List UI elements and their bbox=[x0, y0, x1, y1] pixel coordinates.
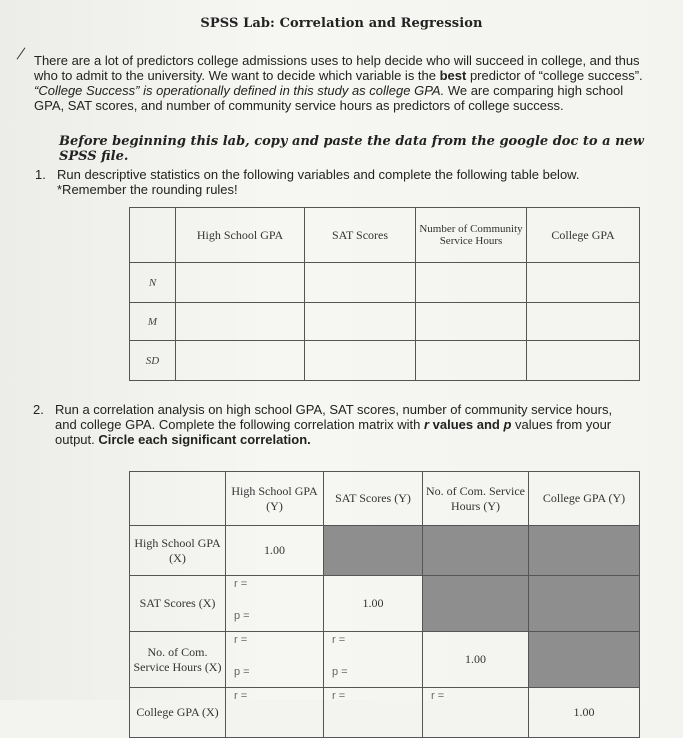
question-1-number: 1. bbox=[35, 167, 46, 182]
question-2-number: 2. bbox=[33, 402, 44, 417]
p-label: p = bbox=[234, 666, 250, 678]
page-title: SPSS Lab: Correlation and Regression bbox=[200, 16, 483, 31]
question-2-end: values from your output. bbox=[55, 417, 612, 447]
question-2 bbox=[33, 402, 653, 447]
check-mark-icon bbox=[17, 47, 26, 59]
table2-row-sat: SAT Scores (X) bbox=[130, 576, 226, 632]
question-2-p: p bbox=[503, 417, 512, 432]
table1-cell[interactable] bbox=[527, 303, 640, 341]
intro-italic: “College Success” is operationally defined in this study as college GPA. bbox=[34, 83, 445, 98]
table1-cell[interactable] bbox=[176, 303, 305, 341]
question-2-mid: values and bbox=[429, 417, 504, 432]
table2-corner-cell bbox=[130, 472, 226, 526]
table2-rp-cell[interactable] bbox=[423, 688, 529, 738]
table1-cell[interactable] bbox=[305, 303, 416, 341]
intro-bold: best bbox=[439, 68, 467, 83]
table1-cell[interactable] bbox=[176, 341, 305, 381]
table1-cell[interactable] bbox=[527, 341, 640, 381]
question-1-text: Run descriptive statistics on the following variables and complete the following table below. bbox=[57, 167, 580, 182]
table2-shaded-cell bbox=[529, 632, 640, 688]
table2-shaded-cell bbox=[324, 526, 423, 576]
table2-rp-cell[interactable] bbox=[324, 688, 423, 738]
question-2-bold-end: Circle each significant correlation. bbox=[98, 432, 311, 447]
table1-corner-cell bbox=[130, 208, 176, 263]
r-label: r = bbox=[234, 634, 248, 646]
table1-header-hs-gpa: High School GPA bbox=[176, 208, 305, 263]
table2-rp-cell[interactable] bbox=[226, 688, 324, 738]
table2-diag-cell: 1.00 bbox=[529, 688, 640, 738]
descriptive-stats-table bbox=[129, 207, 640, 381]
table1-cell[interactable] bbox=[527, 263, 640, 303]
table1-cell[interactable] bbox=[416, 341, 527, 381]
table2-header-hs-gpa: High School GPA (Y) bbox=[226, 472, 324, 526]
table1-header-sat: SAT Scores bbox=[305, 208, 416, 263]
table2-shaded-cell bbox=[529, 526, 640, 576]
table2-shaded-cell bbox=[529, 576, 640, 632]
r-label: r = bbox=[234, 578, 248, 590]
table1-cell[interactable] bbox=[416, 303, 527, 341]
table1-cell[interactable] bbox=[305, 341, 416, 381]
table2-rp-cell[interactable] bbox=[226, 576, 324, 632]
r-label: r = bbox=[234, 690, 248, 702]
table2-header-college-gpa: College GPA (Y) bbox=[529, 472, 640, 526]
p-label: p = bbox=[234, 610, 250, 622]
intro-text-1: There are a lot of predictors college admissions uses to help decide who will succeed in college, and thus who to admit to the university. We want to decide which variable is the bbox=[34, 53, 640, 83]
table2-rp-cell[interactable] bbox=[324, 632, 423, 688]
question-2-text: Run a correlation analysis on high school GPA, SAT scores, number of community service hours, and college GPA. Complete the following correlation matrix with bbox=[55, 402, 613, 432]
table1-header-service-hours: Number of Community Service Hours bbox=[416, 208, 527, 263]
intro-paragraph bbox=[34, 53, 644, 113]
table2-rp-cell[interactable] bbox=[226, 632, 324, 688]
question-2-r: r bbox=[424, 417, 430, 432]
table1-row-m: M bbox=[130, 303, 176, 341]
intro-text-2: predictor of “college success”. bbox=[466, 68, 643, 83]
table2-shaded-cell bbox=[423, 526, 529, 576]
r-label: r = bbox=[332, 690, 346, 702]
question-1 bbox=[35, 167, 635, 197]
table2-diag-cell: 1.00 bbox=[226, 526, 324, 576]
table1-cell[interactable] bbox=[176, 263, 305, 303]
correlation-matrix-table bbox=[129, 471, 640, 738]
table1-cell[interactable] bbox=[305, 263, 416, 303]
intro-text-3: We are comparing high school GPA, SAT scores, and number of community service hours as predictors of college success. bbox=[34, 83, 624, 113]
table2-row-hs-gpa: High School GPA (X) bbox=[130, 526, 226, 576]
table1-cell[interactable] bbox=[416, 263, 527, 303]
r-label: r = bbox=[431, 690, 445, 702]
table2-row-service-hours: No. of Com. Service Hours (X) bbox=[130, 632, 226, 688]
table2-row-college-gpa: College GPA (X) bbox=[130, 688, 226, 738]
table2-shaded-cell bbox=[423, 576, 529, 632]
table1-row-n: N bbox=[130, 263, 176, 303]
table1-header-college-gpa: College GPA bbox=[527, 208, 640, 263]
table2-header-service-hours: No. of Com. Service Hours (Y) bbox=[423, 472, 529, 526]
table1-row-sd: SD bbox=[130, 341, 176, 381]
r-label: r = bbox=[332, 634, 346, 646]
question-1-note: *Remember the rounding rules! bbox=[57, 182, 238, 197]
table2-header-sat: SAT Scores (Y) bbox=[324, 472, 423, 526]
table2-diag-cell: 1.00 bbox=[423, 632, 529, 688]
p-label: p = bbox=[332, 666, 348, 678]
table2-diag-cell: 1.00 bbox=[324, 576, 423, 632]
pre-lab-note: Before beginning this lab, copy and paste the data from the google doc to a new SPSS file. bbox=[59, 134, 644, 164]
